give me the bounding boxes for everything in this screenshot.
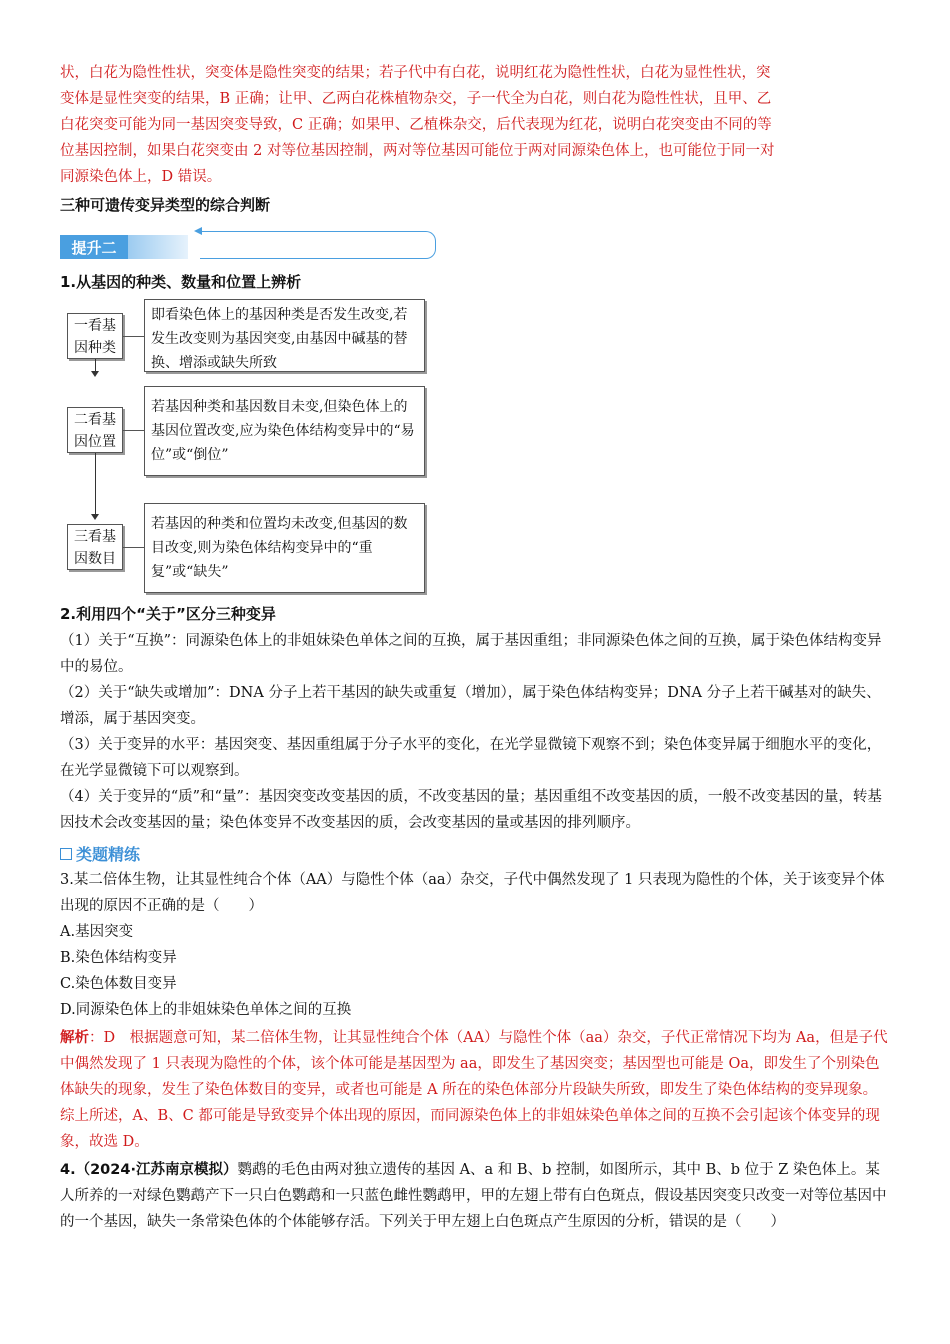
about-item: （1）关于“互换”：同源染色体上的非姐妹染色单体之间的互换，属于基因重组；非同源染色体之间的互换，属于染色体结构变异中的易位。	[60, 633, 882, 675]
practice-title-text: 类题精练	[76, 845, 141, 864]
section-title: 三种可遗传变异类型的综合判断	[60, 196, 271, 214]
answer-continuation	[60, 60, 890, 190]
point1-title: 1.从基因的种类、数量和位置上辨析	[60, 273, 302, 291]
checkbox-square-icon	[60, 848, 72, 860]
section-badge	[60, 231, 438, 261]
question-4-stem: 鹦鹉的毛色由两对独立遗传的基因 A、a 和 B、b 控制，如图所示，其中 B、b 位于 Z 染色体上。某人所养的一对绿色鹦鹉产下一只白色鹦鹉和一只蓝色雌性鹦鹉甲，甲的左翅上带有白色斑点，假设基因突变只改变一对等位基因中的一个基因，缺失一条常染色体的个体能够存活。下列关于甲左翅上白色斑点产生原因的分析，错误的是（ ）	[60, 1162, 887, 1230]
flow-arrow-head-icon	[91, 514, 99, 520]
flow-connector	[123, 336, 144, 337]
badge-frame	[200, 231, 436, 259]
answer-line: 变体是显性突变的结果，B 正确；让甲、乙两白花株植物杂交，子一代全为白花，则白花为隐性性状，且甲、乙	[60, 91, 772, 107]
flow-step-3-label	[67, 524, 123, 570]
question-3-stem: 3.某二倍体生物，让其显性纯合个体（AA）与隐性个体（aa）杂交，子代中偶然发现了 1 只表现为隐性的个体，关于该变异个体出现的原因不正确的是（ ）	[60, 872, 885, 914]
badge-arrow-icon	[194, 227, 202, 235]
about-item: （4）关于变异的“质”和“量”：基因突变改变基因的质，不改变基因的量；基因重组不改变基因的质，一般不改变基因的量，转基因技术会改变基因的量；染色体变异不改变基因的质，会改变基因的量或基因的排列顺序。	[60, 789, 882, 831]
about-list	[60, 628, 890, 836]
flow-step-label-line: 因种类	[74, 340, 116, 356]
analysis-label: 解析	[60, 1030, 89, 1046]
question-3-option-a: A.基因突变	[60, 924, 134, 940]
answer-line: 白花突变可能为同一基因突变导致，C 正确；如果甲、乙植株杂交，后代表现为红花，说明白花突变由不同的等	[60, 117, 772, 133]
question-3-option-b: B.染色体结构变异	[60, 950, 177, 966]
flow-step-1-label	[67, 313, 123, 359]
flow-arrow	[95, 453, 96, 515]
about-item: （3）关于变异的水平：基因突变、基因重组属于分子水平的变化，在光学显微镜下观察不到；染色体变异属于细胞水平的变化，在光学显微镜下可以观察到。	[60, 737, 882, 779]
flow-step-label-line: 因数目	[74, 551, 116, 567]
question-4-source: 4.（2024·江苏南京模拟）	[60, 1162, 238, 1178]
question-3-option-c: C.染色体数目变异	[60, 976, 177, 992]
question-3-analysis	[60, 1025, 890, 1155]
flow-connector	[123, 547, 144, 548]
flow-step-1-text: 即看染色体上的基因种类是否发生改变,若发生改变则为基因突变,由基因中碱基的替换、增添或缺失所致	[144, 299, 425, 372]
flow-step-label-line: 三看基	[74, 529, 116, 545]
about-item: （2）关于“缺失或增加”：DNA 分子上若干基因的缺失或重复（增加），属于染色体结构变异；DNA 分子上若干碱基对的缺失、增添，属于基因突变。	[60, 685, 881, 727]
badge-band	[128, 235, 188, 259]
badge-label: 提升二	[60, 235, 128, 259]
flow-step-2-text: 若基因种类和基因数目未变,但染色体上的基因位置改变,应为染色体结构变异中的“易位”或“倒位”	[144, 386, 425, 476]
question-4	[60, 1157, 890, 1235]
analysis-text: ：D 根据题意可知，某二倍体生物，让其显性纯合个体（AA）与隐性个体（aa）杂交，子代正常情况下均为 Aa，但是子代中偶然发现了 1 只表现为隐性的个体，该个体可能是基因型为 aa，即发生了基因突变；基因型也可能是 Oa，即发生了个别染色体缺失的现象，发生了染色体数目的变异，或者也可能是 A 所在的染色体部分片段缺失所致，即发生了染色体结构的变异现象。综上所述，A、B、C 都可能是导致变异个体出现的原因，而同源染色体上的非姐妹染色单体之间的互换不会引起该个体变异的现象，故选 D。	[60, 1030, 888, 1150]
question-3-option-d: D.同源染色体上的非姐妹染色单体之间的互换	[60, 1002, 352, 1018]
flow-arrow-head-icon	[91, 371, 99, 377]
flow-step-label-line: 一看基	[74, 318, 116, 334]
point2-title: 2.利用四个“关于”区分三种变异	[60, 605, 276, 623]
answer-line: 位基因控制，如果白花突变由 2 对等位基因控制，两对等位基因可能位于两对同源染色体上，也可能位于同一对	[60, 143, 775, 159]
practice-title	[60, 842, 140, 865]
flow-step-label-line: 因位置	[74, 434, 116, 450]
flow-step-label-line: 二看基	[74, 412, 116, 428]
answer-line: 状，白花为隐性性状，突变体是隐性突变的结果；若子代中有白花，说明红花为隐性性状，白花为显性性状，突	[60, 65, 771, 81]
answer-line: 同源染色体上，D 错误。	[60, 169, 222, 185]
flow-step-3-text: 若基因的种类和位置均未改变,但基因的数目改变,则为染色体结构变异中的“重复”或“缺失”	[144, 503, 425, 593]
flow-connector	[123, 430, 144, 431]
flow-step-2-label	[67, 407, 123, 453]
